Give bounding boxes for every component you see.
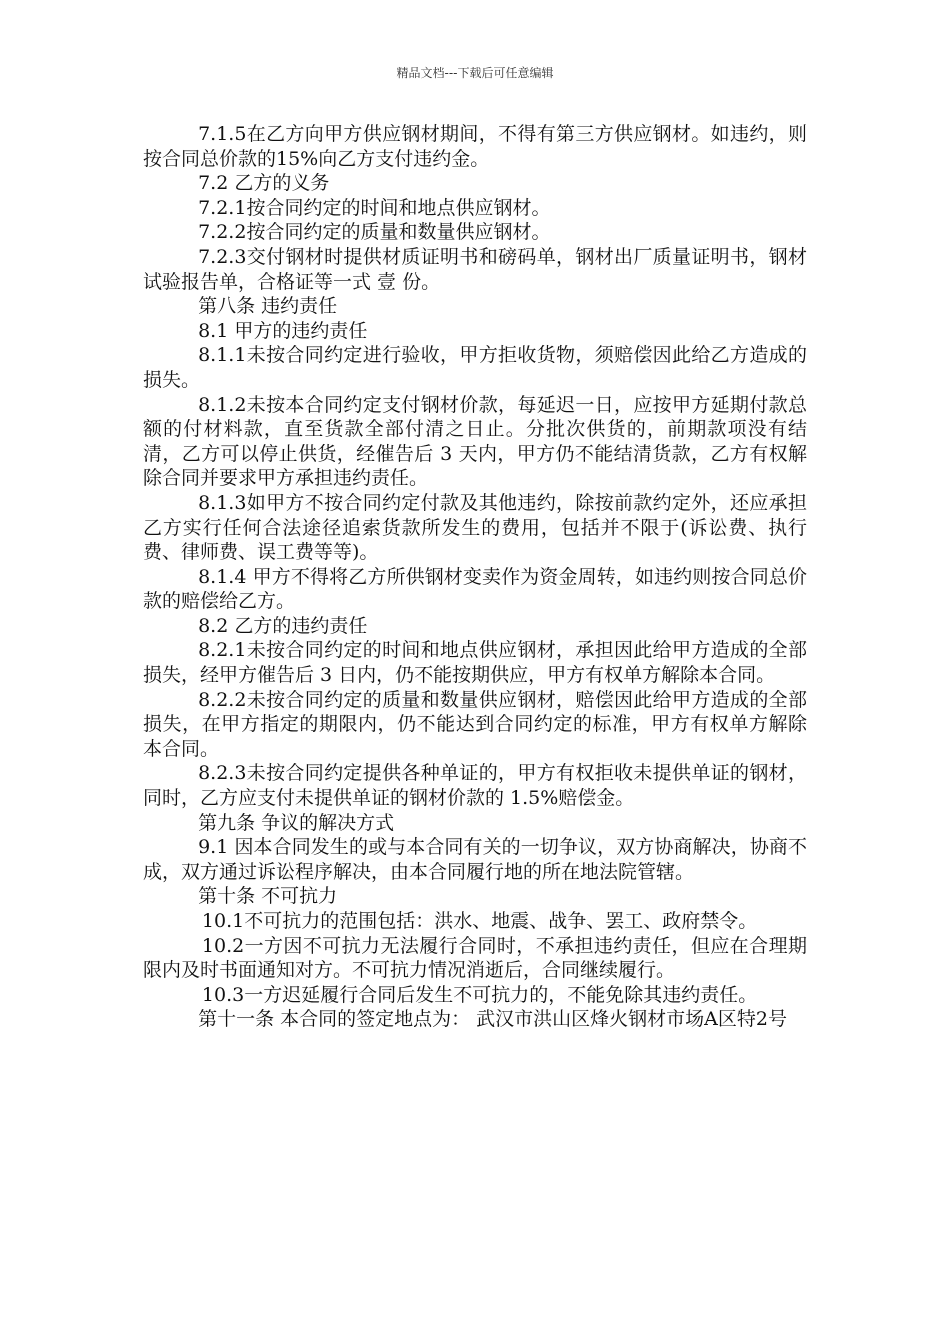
clause-10-2: 10.2一方因不可抗力无法履行合同时，不承担违约责任，但应在合理期限内及时书面通知对方。不可抗力情况消逝后，合同继续履行。 [143, 934, 807, 982]
clause-8-2-heading: 8.2 乙方的违约责任 [198, 614, 368, 637]
clause-8-2-3: 8.2.3未按合同约定提供各种单证的，甲方有权拒收未提供单证的钢材，同时，乙方应支付未提供单证的钢材价款的 1.5%赔偿金。 [143, 762, 807, 810]
contract-body [143, 122, 807, 1032]
clause-8-2-1: 8.2.1未按合同约定的时间和地点供应钢材，承担因此给甲方造成的全部损失，经甲方催告后 3 日内，仍不能按期供应，甲方有权单方解除本合同。 [143, 639, 807, 687]
clause-8-1-4: 8.1.4 甲方不得将乙方所供钢材变卖作为资金周转，如违约则按合同总价款的赔偿给乙方。 [143, 565, 807, 613]
clause-9-1: 9.1 因本合同发生的或与本合同有关的一切争议，双方协商解决，协商不成，双方通过诉讼程序解决，由本合同履行地的所在地法院管辖。 [143, 836, 807, 883]
article-8-heading: 第八条 违约责任 [198, 295, 338, 318]
clause-7-2-2: 7.2.2按合同约定的质量和数量供应钢材。 [198, 221, 551, 244]
clause-7-2-heading: 7.2 乙方的义务 [198, 172, 330, 195]
clause-7-2-1: 7.2.1按合同约定的时间和地点供应钢材。 [198, 196, 551, 219]
clause-8-1-1: 8.1.1未按合同约定进行验收，甲方拒收货物，须赔偿因此给乙方造成的损失。 [143, 344, 807, 391]
clause-8-2-2: 8.2.2未按合同约定的质量和数量供应钢材，赔偿因此给甲方造成的全部损失，在甲方指定的期限内，仍不能达到合同约定的标准，甲方有权单方解除本合同。 [143, 688, 807, 760]
clause-7-1-5: 7.1.5在乙方向甲方供应钢材期间，不得有第三方供应钢材。如违约，则按合同总价款的15%向乙方支付违约金。 [143, 123, 807, 170]
clause-10-3: 10.3一方迟延履行合同后发生不可抗力的，不能免除其违约责任。 [201, 983, 758, 1006]
clause-8-1-2: 8.1.2未按本合同约定支付钢材价款，每延迟一日，应按甲方延期付款总额的付材料款，直至货款全部付清之日止。分批次供货的，前期款项没有结清，乙方可以停止供货，经催告后 3 天内，甲方仍不能结清货款，乙方有权解除合同并要求甲方承担违约责任。 [143, 393, 807, 490]
article-10-heading: 第十条 不可抗力 [198, 885, 338, 908]
article-9-heading: 第九条 争议的解决方式 [198, 811, 395, 834]
article-11-signing-place: 第十一条 本合同的签定地点为： 武汉市洪山区烽火钢材市场A区特2号 [198, 1008, 787, 1031]
clause-7-2-3: 7.2.3交付钢材时提供材质证明书和磅码单，钢材出厂质量证明书，钢材试验报告单，合格证等一式 壹 份。 [143, 245, 807, 293]
page-header-note: 精品文档---下载后可任意编辑 [396, 66, 554, 80]
clause-10-1: 10.1不可抗力的范围包括：洪水、地震、战争、罢工、政府禁令。 [201, 910, 758, 932]
clause-8-1-heading: 8.1 甲方的违约责任 [198, 319, 368, 342]
clause-8-1-3: 8.1.3如甲方不按合同约定付款及其他违约，除按前款约定外，还应承担乙方实行任何合法途径追索货款所发生的费用，包括并不限于(诉讼费、执行费、律师费、误工费等等)。 [143, 491, 807, 564]
